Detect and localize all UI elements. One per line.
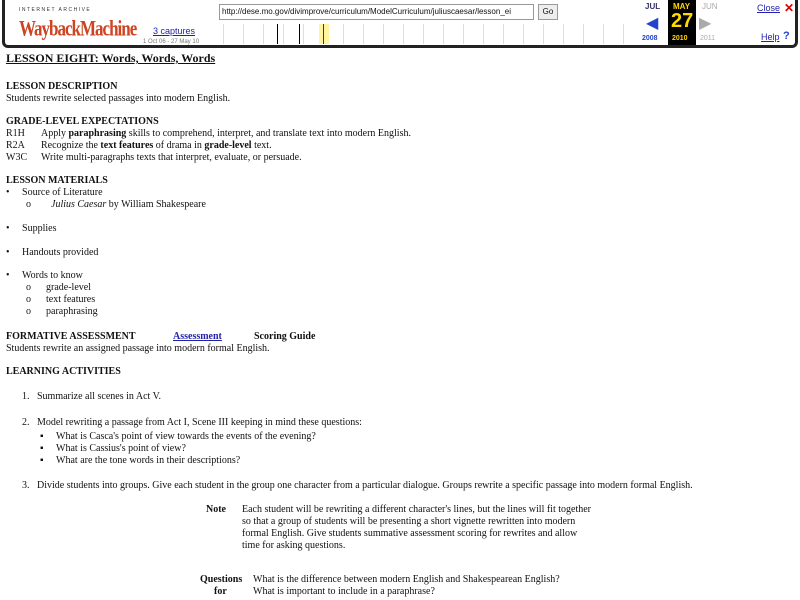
brand-top: INTERNET ARCHIVE <box>19 7 92 13</box>
word-item: o grade-level <box>26 282 91 293</box>
wayback-logo[interactable]: WaybackMachine <box>19 16 137 41</box>
question-line: What is important to include in a paraphrase? <box>253 586 435 597</box>
note-line: so that a group of students will be presenting a short vignette rewritten into modern <box>242 516 576 527</box>
prev-year[interactable]: 2008 <box>642 35 658 42</box>
wayback-toolbar <box>2 0 798 48</box>
material-book: o Julius Caesar by William Shakespeare <box>26 199 206 210</box>
scoring-guide: Scoring Guide <box>254 331 316 342</box>
next-month: JUN <box>702 2 718 11</box>
prev-arrow-icon[interactable]: ◀ <box>646 15 659 32</box>
capture-sparkline[interactable] <box>223 24 631 44</box>
close-icon[interactable]: ✕ <box>784 1 795 15</box>
close-link[interactable]: Close <box>757 3 781 13</box>
for-label: for <box>214 586 227 597</box>
word-item: o paraphrasing <box>26 306 98 317</box>
prev-month: JUL <box>645 2 661 11</box>
gle-r2a: R2A Recognize the text features of drama in grade-level text. <box>6 140 272 151</box>
cur-year: 2010 <box>672 35 688 42</box>
gle-r1h: R1H Apply paraphrasing skills to comprehend, interpret, and translate text into modern English. <box>6 128 411 139</box>
desc-heading: LESSON DESCRIPTION <box>6 81 118 92</box>
formative-text: Students rewrite an assigned passage into modern formal English. <box>6 343 270 354</box>
material-source: • Source of Literature <box>6 187 103 198</box>
note-line: formal English. Give students summative assessment scoring for rewrites and allow <box>242 528 578 539</box>
desc-text: Students rewrite selected passages into modern English. <box>6 93 231 104</box>
questions-label: Questions <box>200 574 243 585</box>
materials-heading: LESSON MATERIALS <box>6 175 108 186</box>
question-item: ▪ What is Casca's point of view towards the events of the evening? <box>40 431 316 442</box>
note-label: Note <box>206 504 226 515</box>
formative-heading: FORMATIVE ASSESSMENT <box>6 331 136 342</box>
url-input[interactable]: http://dese.mo.gov/divimprove/curriculum/ModelCurriculum/juliuscaesar/lesson_ei <box>219 4 534 20</box>
next-year: 2011 <box>700 35 716 42</box>
material-words: • Words to know <box>6 270 83 281</box>
captures-link[interactable]: 3 captures <box>153 26 196 36</box>
learning-heading: LEARNING ACTIVITIES <box>6 366 121 377</box>
activity-3: 3. Divide students into groups. Give each student in the group one character from a particular dialogue. Groups rewrite a specific passage into modern formal English. <box>22 480 693 491</box>
gle-heading: GRADE-LEVEL EXPECTATIONS <box>6 116 159 127</box>
page-title: LESSON EIGHT: Words, Words, Words <box>6 51 216 65</box>
cur-month: MAY <box>673 2 691 11</box>
assessment-link[interactable]: Assessment <box>173 331 222 342</box>
activity-2: 2. Model rewriting a passage from Act I, Scene III keeping in mind these questions: <box>22 417 362 428</box>
gle-w3c: W3C Write multi-paragraphs texts that interpret, evaluate, or persuade. <box>6 152 302 163</box>
word-item: o text features <box>26 294 96 305</box>
note-line: time for asking questions. <box>242 540 346 551</box>
question-item: ▪ What is Cassius's point of view? <box>40 443 186 454</box>
day: 27 <box>671 10 694 32</box>
question-item: ▪ What are the tone words in their descriptions? <box>40 455 241 466</box>
material-handouts: • Handouts provided <box>6 247 99 258</box>
go-button[interactable]: Go <box>538 4 558 20</box>
help-icon[interactable]: ? <box>783 30 790 42</box>
help-link[interactable]: Help <box>761 32 780 42</box>
note-line: Each student will be rewriting a different character's lines, but the lines will fit together <box>242 504 592 515</box>
question-line: What is the difference between modern English and Shakespearean English? <box>253 574 560 585</box>
capture-range: 1 Oct 06 - 27 May 10 <box>143 39 200 45</box>
material-supplies: • Supplies <box>6 223 57 234</box>
activity-1: 1. Summarize all scenes in Act V. <box>22 391 162 402</box>
next-arrow-icon[interactable]: ▶ <box>699 15 712 32</box>
